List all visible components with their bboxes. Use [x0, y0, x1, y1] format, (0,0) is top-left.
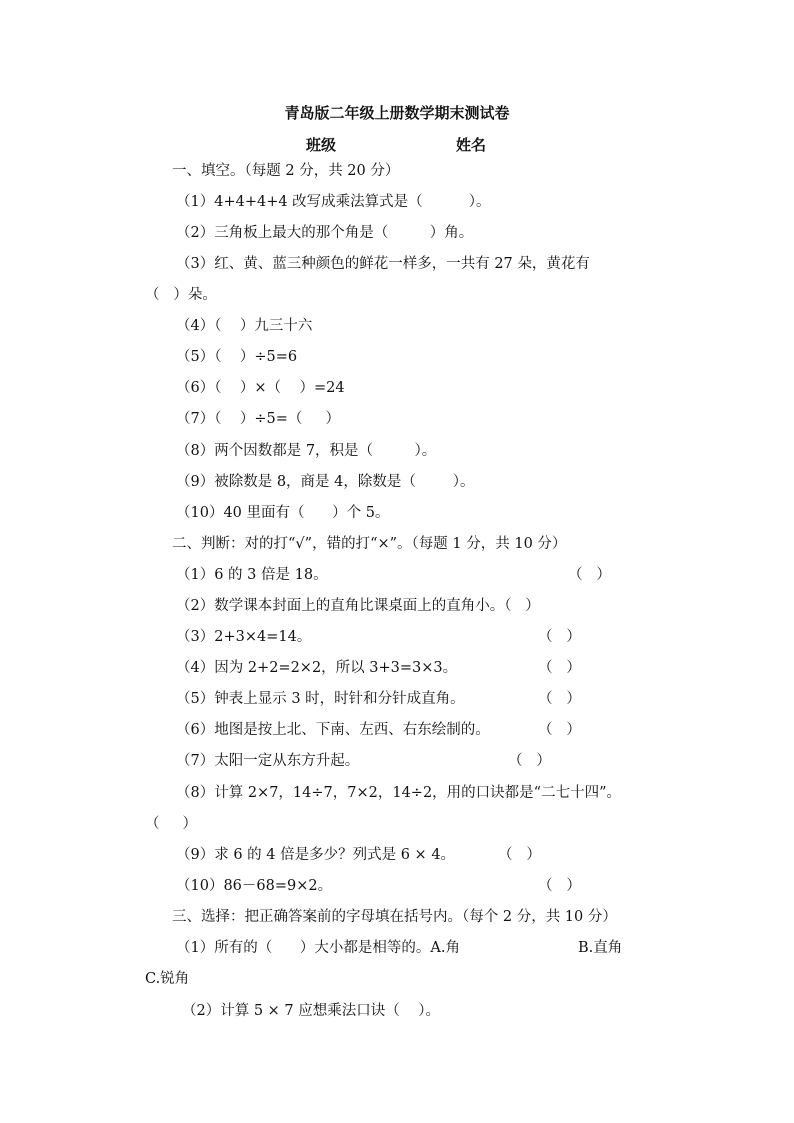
question-1-8: （8）两个因数都是 7，积是（ ）。 [176, 443, 437, 459]
question-1-4: （4）（ ）九三十六 [176, 318, 313, 334]
judge-5: （5）钟表上显示 3 时，时针和分针成直角。 [176, 691, 465, 707]
judge-1: （1）6 的 3 倍是 18。 [176, 567, 328, 583]
choice-1-option-b: B.直角 [578, 940, 623, 956]
judge-10: （10）86－68=9×2。 [176, 878, 333, 894]
name-label: 姓名 [456, 136, 487, 154]
page-title: 青岛版二年级上册数学期末测试卷 [284, 104, 510, 122]
choice-1: （1）所有的（ ）大小都是相等的。A.角 [176, 940, 460, 956]
judge-1-answer-box: （ ） [568, 567, 611, 583]
judge-4: （4）因为 2+2=2×2，所以 3+3=3×3。 [176, 660, 458, 676]
question-1-3-cont: （ ）朵。 [145, 287, 217, 303]
judge-3-answer-box: （ ） [538, 629, 581, 645]
judge-10-answer-box: （ ） [538, 878, 581, 894]
question-1-10: （10）40 里面有（ ）个 5。 [176, 505, 390, 521]
question-1-3: （3）红、黄、蓝三种颜色的鲜花一样多，一共有 27 朵，黄花有 [176, 256, 590, 272]
question-1-2: （2）三角板上最大的那个角是（ ）角。 [176, 225, 474, 241]
section2-heading: 二、判断：对的打“√”，错的打“×”。（每题 1 分，共 10 分） [172, 536, 567, 552]
question-1-5: （5）（ ）÷5=6 [176, 349, 298, 365]
choice-1-option-c: C.锐角 [145, 971, 190, 987]
judge-9-answer-box: （ ） [498, 847, 541, 863]
question-1-7: （7）（ ）÷5=（ ） [176, 411, 340, 427]
judge-6: （6）地图是按上北、下南、左西、右东绘制的。 [176, 722, 490, 738]
question-1-6: （6）（ ）×（ ）=24 [176, 380, 345, 396]
choice-2: （2）计算 5 × 7 应想乘法口诀（ ）。 [182, 1003, 440, 1019]
judge-2: （2）数学课本封面上的直角比课桌面上的直角小。（ ） [176, 598, 540, 614]
judge-5-answer-box: （ ） [538, 691, 581, 707]
judge-7: （7）太阳一定从东方升起。 [176, 753, 360, 769]
judge-8-answer-box: （ ） [145, 816, 198, 832]
question-1-9: （9）被除数是 8，商是 4，除数是（ ）。 [176, 474, 475, 490]
judge-6-answer-box: （ ） [538, 722, 581, 738]
judge-3: （3）2+3×4=14。 [176, 629, 312, 645]
question-1-1: （1）4+4+4+4 改写成乘法算式是（ ）。 [176, 194, 491, 210]
judge-7-answer-box: （ ） [508, 753, 551, 769]
judge-4-answer-box: （ ） [538, 660, 581, 676]
section1-heading: 一、填空。（每题 2 分，共 20 分） [172, 163, 400, 179]
judge-9: （9）求 6 的 4 倍是多少？列式是 6 × 4。 [176, 847, 456, 863]
section3-heading: 三、选择：把正确答案前的字母填在括号内。（每个 2 分，共 10 分） [172, 909, 617, 925]
class-label: 班级 [306, 136, 337, 154]
judge-8: （8）计算 2×7，14÷7，7×2，14÷2，用的口诀都是“二七十四”。 [176, 785, 622, 801]
